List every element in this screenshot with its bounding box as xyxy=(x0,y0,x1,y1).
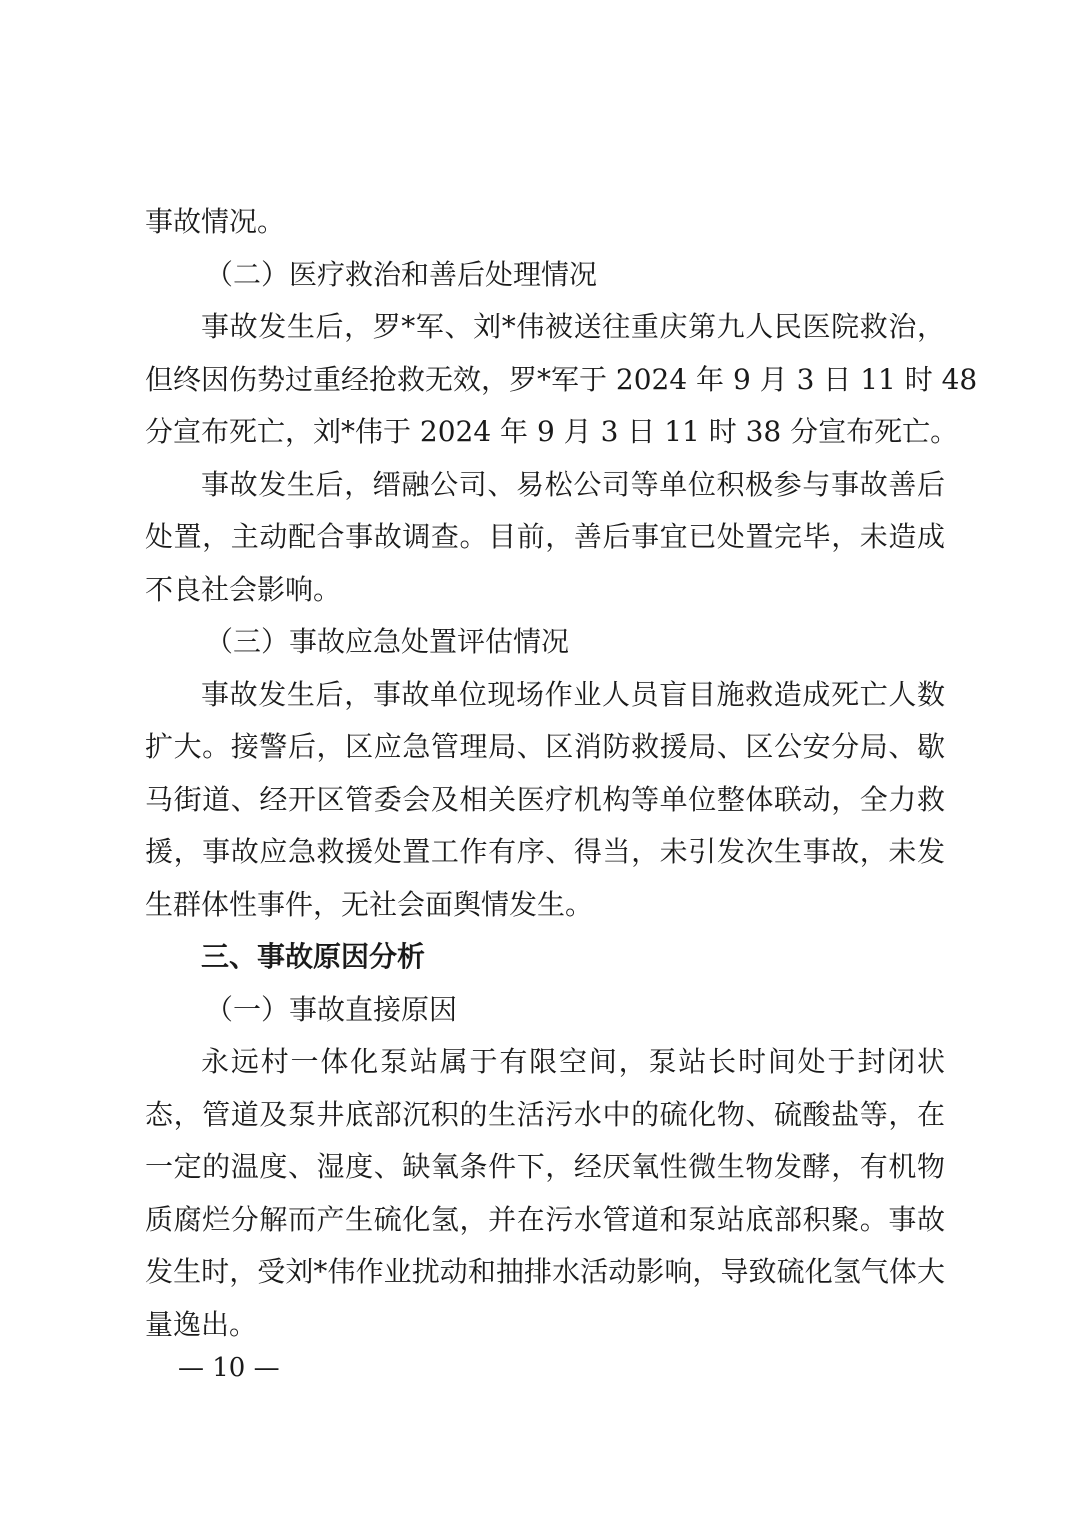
page-number: — 10 — xyxy=(178,1353,280,1383)
text-line: 马街道、经开区管委会及相关医疗机构等单位整体联动，全力救 xyxy=(145,782,945,816)
text-line: 质腐烂分解而产生硫化氢，并在污水管道和泵站底部积聚。事故 xyxy=(145,1202,945,1236)
subsection-heading: （二）医疗救治和善后处理情况 xyxy=(205,257,598,291)
text-line: 量逸出。 xyxy=(145,1307,258,1341)
text-line: 援，事故应急救援处置工作有序、得当，未引发次生事故，未发 xyxy=(145,835,945,868)
text-line: 发生时，受刘*伟作业扰动和抽排水活动影响，导致硫化氢气体大 xyxy=(145,1255,945,1288)
subsection-heading: （一）事故直接原因 xyxy=(205,992,458,1026)
text-line: 事故发生后，缙融公司、易松公司等单位积极参与事故善后 xyxy=(201,467,945,501)
text-line: 分宣布死亡，刘*伟于 2024 年 9 月 3 日 11 时 38 分宣布死亡。 xyxy=(145,415,959,448)
text-line: 事故发生后，罗*军、刘*伟被送往重庆第九人民医院救治， xyxy=(201,310,945,343)
text-line: 事故情况。 xyxy=(145,205,286,238)
text-line: 处置，主动配合事故调查。目前，善后事宜已处置完毕，未造成 xyxy=(145,520,945,553)
section-heading: 三、事故原因分析 xyxy=(201,940,426,973)
text-line: 生群体性事件，无社会面舆情发生。 xyxy=(145,887,594,921)
text-line: 事故发生后，事故单位现场作业人员盲目施救造成死亡人数 xyxy=(201,677,945,711)
text-line: 态，管道及泵井底部沉积的生活污水中的硫化物、硫酸盐等，在 xyxy=(145,1097,945,1131)
text-line: 永远村一体化泵站属于有限空间，泵站长时间处于封闭状 xyxy=(201,1045,945,1078)
document-body xyxy=(145,196,978,1351)
text-line: 扩大。接警后，区应急管理局、区消防救援局、区公安分局、歇 xyxy=(145,730,945,763)
text-line: 一定的温度、湿度、缺氧条件下，经厌氧性微生物发酵，有机物 xyxy=(145,1150,945,1183)
text-line: 但终因伤势过重经抢救无效，罗*军于 2024 年 9 月 3 日 11 时 48 xyxy=(145,362,978,396)
subsection-heading: （三）事故应急处置评估情况 xyxy=(205,625,570,658)
text-line: 不良社会影响。 xyxy=(145,572,342,606)
